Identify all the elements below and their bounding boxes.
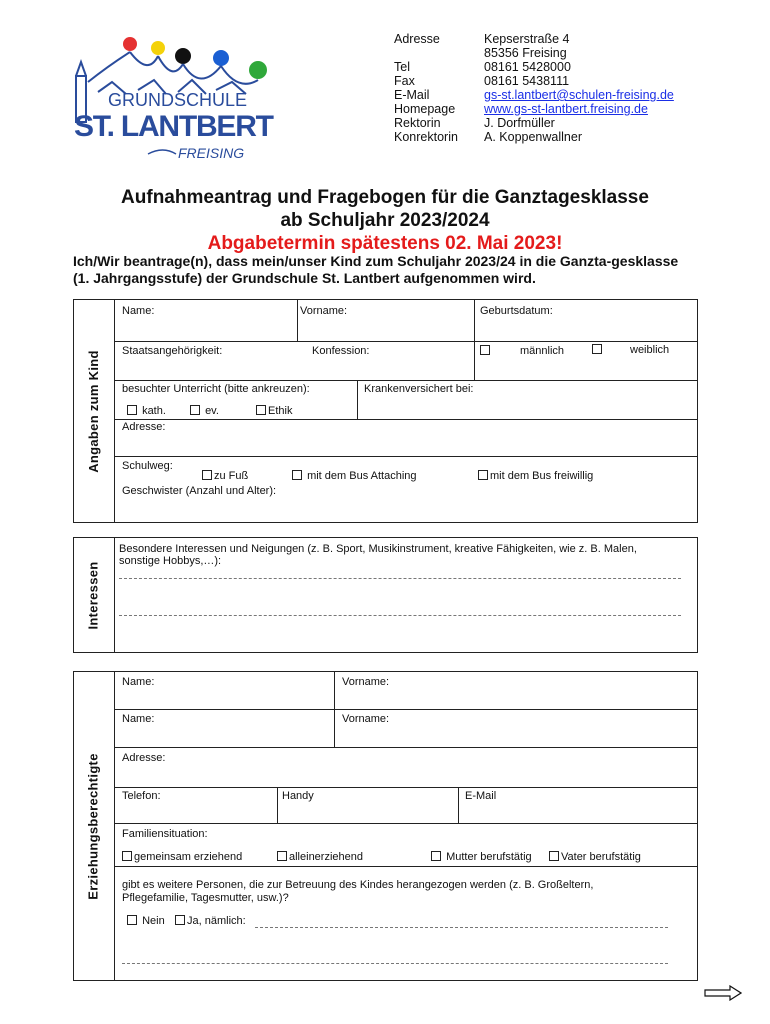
school-route-label: Schulweg: xyxy=(122,460,173,472)
other-caregivers-prompt: gibt es weitere Personen, die zur Betreuung des Kindes herangezogen werden (z. B. Großeltern, xyxy=(122,879,594,891)
male-checkbox[interactable] xyxy=(480,345,490,355)
interests-prompt: Besondere Interessen und Neigungen (z. B. Sport, Musikinstrument, kreative Fähigkeiten, wie z. B. Malen, xyxy=(119,543,637,555)
mother-working-checkbox[interactable] xyxy=(431,851,441,861)
school-logo xyxy=(68,36,280,164)
contact-homepage: Homepage www.gs-st-lantbert.freising.de xyxy=(394,102,648,116)
contact-tel: Tel 08161 5428000 xyxy=(394,60,571,74)
intro-text: Ich/Wir beantrage(n), dass mein/unser Kind zum Schuljahr 2023/24 in die Ganzta-gesklasse (1. Jahrgangsstufe) der Grundschule St. Lantbert aufgenommen wird. xyxy=(73,253,679,286)
interests-prompt-2: sonstige Hobbys,…): xyxy=(119,555,222,567)
guardians-side-label-box xyxy=(73,671,115,981)
page-title: Aufnahmeantrag und Fragebogen für die Ganztagesklasse xyxy=(121,187,649,208)
insurance-label: Krankenversichert bei: xyxy=(364,383,474,395)
guardian-address-label: Adresse: xyxy=(122,752,166,764)
mother-working-option[interactable]: Mutter berufstätig xyxy=(431,851,532,864)
child-name-label: Name: xyxy=(122,305,155,317)
on-foot-checkbox[interactable] xyxy=(202,470,212,480)
on-foot-option[interactable]: zu Fuß xyxy=(202,470,248,483)
ethik-option[interactable]: Ethik xyxy=(256,405,292,418)
guardian-email-label: E-Mail xyxy=(465,790,497,802)
contact-city: 85356 Freising xyxy=(484,46,567,60)
bus-attaching-option[interactable]: mit dem Bus Attaching xyxy=(292,470,417,483)
ev-option[interactable]: ev. xyxy=(190,405,219,418)
additional-answer-line[interactable] xyxy=(122,963,668,964)
logo-line-2: ST. LANTBERT xyxy=(74,110,274,143)
logo-line-1: GRUNDSCHULE xyxy=(108,90,248,110)
guardian2-vorname-label: Vorname: xyxy=(342,713,390,725)
yes-checkbox[interactable] xyxy=(175,915,185,925)
other-caregivers-prompt-2: Pflegefamilie, Tagesmutter, usw.)? xyxy=(122,892,289,904)
page-subtitle: ab Schuljahr 2023/2024 xyxy=(280,210,490,231)
yes-answer-line[interactable] xyxy=(255,927,668,928)
yes-option[interactable]: Ja, nämlich: xyxy=(175,915,246,928)
guardian2-name-label: Name: xyxy=(122,713,155,725)
ev-checkbox[interactable] xyxy=(190,405,200,415)
ethik-checkbox[interactable] xyxy=(256,405,266,415)
bus-voluntary-checkbox[interactable] xyxy=(478,470,488,480)
bus-attaching-checkbox[interactable] xyxy=(292,470,302,480)
guardian-phone-label: Telefon: xyxy=(122,790,161,802)
homepage-link[interactable]: www.gs-st-lantbert.freising.de xyxy=(484,102,648,116)
female-checkbox[interactable] xyxy=(592,344,602,354)
next-page-arrow-icon xyxy=(704,985,742,1001)
kath-checkbox[interactable] xyxy=(127,405,137,415)
guardian-mobile-label: Handy xyxy=(282,790,314,802)
logo-line-3: FREISING xyxy=(178,145,245,161)
interests-side-label-box xyxy=(73,537,115,653)
siblings-label: Geschwister (Anzahl und Alter): xyxy=(122,485,277,497)
child-nationality-label: Staatsangehörigkeit: xyxy=(122,345,223,357)
interests-answer-line-1[interactable] xyxy=(119,578,681,579)
guardian1-vorname-label: Vorname: xyxy=(342,676,390,688)
contact-fax: Fax 08161 5438111 xyxy=(394,74,570,88)
father-working-option[interactable]: Vater berufstätig xyxy=(549,851,641,864)
child-vorname-label: Vorname: xyxy=(300,305,348,317)
no-checkbox[interactable] xyxy=(127,915,137,925)
contact-email: E-Mail gs-st.lantbert@schulen-freising.de xyxy=(394,88,674,102)
gender-female-option[interactable]: weiblich xyxy=(592,344,669,357)
deadline-notice: Abgabetermin spätestens 02. Mai 2023! xyxy=(207,233,563,254)
child-side-label-box xyxy=(73,299,115,523)
interests-answer-line-2[interactable] xyxy=(119,615,681,616)
child-religion-label: Konfession: xyxy=(312,345,370,357)
child-address-label: Adresse: xyxy=(122,421,166,433)
contact-konrektorin: Konrektorin A. Koppenwallner xyxy=(394,130,582,144)
child-birthdate-label: Geburtsdatum: xyxy=(480,305,553,317)
email-link[interactable]: gs-st.lantbert@schulen-freising.de xyxy=(484,88,674,102)
guardian1-name-label: Name: xyxy=(122,676,155,688)
single-parent-option[interactable]: alleinerziehend xyxy=(277,851,363,864)
guardians-side-label: Erziehungsberechtigte xyxy=(86,752,101,900)
lessons-label: besuchter Unterricht (bitte ankreuzen): xyxy=(122,383,310,395)
kath-option[interactable]: kath. xyxy=(127,405,166,418)
bus-voluntary-option[interactable]: mit dem Bus freiwillig xyxy=(478,470,593,483)
single-parent-checkbox[interactable] xyxy=(277,851,287,861)
contact-block xyxy=(394,32,674,144)
child-side-label: Angaben zum Kind xyxy=(86,349,101,473)
no-option[interactable]: Nein xyxy=(127,915,165,928)
joint-custody-checkbox[interactable] xyxy=(122,851,132,861)
family-situation-label: Familiensituation: xyxy=(122,828,208,840)
joint-custody-option[interactable]: gemeinsam erziehend xyxy=(122,851,242,864)
gender-male-option[interactable]: männlich xyxy=(480,345,564,358)
father-working-checkbox[interactable] xyxy=(549,851,559,861)
interests-side-label: Interessen xyxy=(86,560,102,630)
contact-rektorin: Rektorin J. Dorfmüller xyxy=(394,116,555,130)
contact-address: Adresse Kepserstraße 4 xyxy=(394,32,570,46)
